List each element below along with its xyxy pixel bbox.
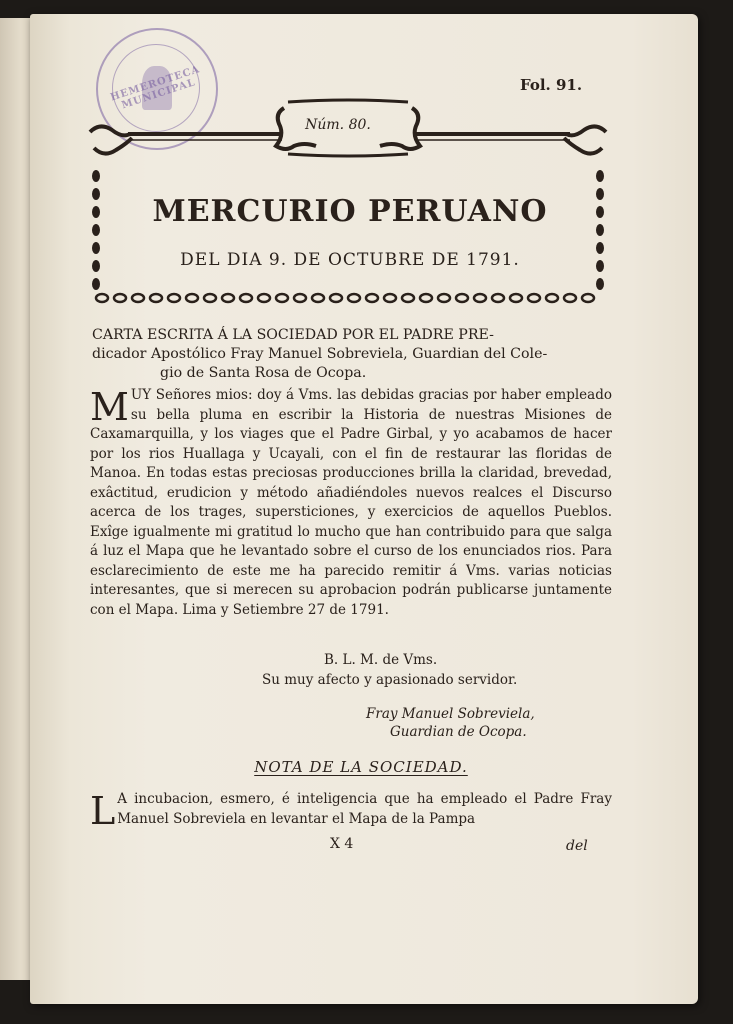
catchword: del (566, 838, 588, 854)
signature-mark: X 4 (330, 836, 354, 852)
signer-name: Fray Manuel Sobreviela, (366, 706, 535, 722)
closing-formula: B. L. M. de Vms. (324, 652, 438, 668)
folio-number: Fol. 91. (520, 76, 583, 94)
letter-body (90, 386, 612, 620)
letter-text: UY Señores mios: doy á Vms. las debidas gracias por haber empleado su bella pluma en escribir la Historia de nuestras Misiones de Caxamarquilla, y los viages que el Padre Girbal, y yo acabamos de hacer por los rios Huallaga y Ucayali, con el fin de restaurar las floridas de Manoa. En todas estas preciosas producciones brilla la claridad, brevedad, exâctitud, erudicion y método añadiéndoles nuevos realces el Discurso acerca de los trages, supersticiones, y exercicios de aquellos Pueblos. Exîge igualmente mi gratitud lo mucho que han contribuido para que salga á luz el Mapa que he levantado sobre el curso de los enunciados rios. Para esclarecimiento de este me ha parecido remitir á Vms. varias noticias interesantes, que si merecen su aprobacion podrán publicarse juntamente con el Mapa. Lima y Setiembre 27 de 1791. (90, 387, 612, 618)
publication-title: MERCURIO PERUANO (152, 194, 548, 229)
letter-drop-cap: M (90, 385, 129, 429)
closing-salutation: Su muy afecto y apasionado servidor. (262, 672, 518, 688)
left-page-edge (0, 18, 34, 980)
issue-date: DEL DIA 9. DE OCTUBRE DE 1791. (180, 250, 520, 270)
stamp-text: HEMEROTECA MUNICIPAL (109, 64, 202, 112)
nota-text: A incubacion, esmero, é inteligencia que ha empleado el Padre Fray Manuel Sobreviela en levantar el Mapa de la Pampa (117, 791, 612, 827)
heading-line-3: gio de Santa Rosa de Ocopa. (160, 365, 367, 381)
heading-line-2: dicador Apostólico Fray Manuel Sobreviela, Guardian del Cole- (92, 346, 548, 362)
nota-body (90, 789, 612, 833)
issue-number: Núm. 80. (305, 117, 371, 133)
heading-line-1: CARTA ESCRITA Á LA SOCIEDAD POR EL PADRE PRE- (92, 327, 494, 343)
signer-title: Guardian de Ocopa. (390, 724, 527, 740)
article-heading (92, 326, 612, 383)
nota-drop-cap: L (90, 789, 116, 833)
nota-heading: NOTA DE LA SOCIEDAD. (254, 758, 468, 776)
